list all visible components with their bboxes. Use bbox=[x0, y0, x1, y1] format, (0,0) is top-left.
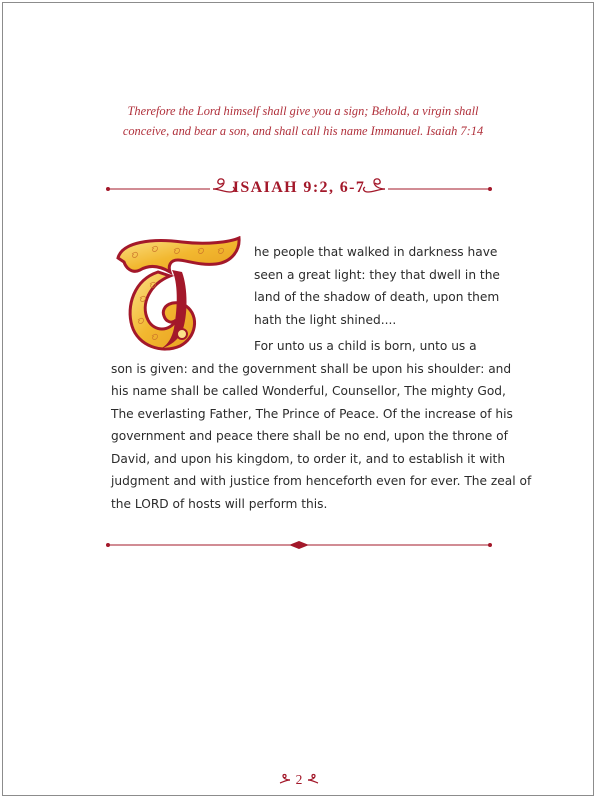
epigraph-line: conceive, and bear a son, and shall call his name Immanuel. Isaiah 7:14 bbox=[122, 124, 484, 138]
text-line: his name shall be called Wonderful, Counsellor, The mighty God, bbox=[111, 384, 506, 398]
bottom-ornament-rule bbox=[0, 538, 598, 552]
text-line: For unto us a child is born, unto us a bbox=[254, 339, 477, 353]
page-number: 2 bbox=[295, 772, 303, 787]
text-line: he people that walked in darkness have bbox=[254, 245, 498, 259]
text-line: judgment and with justice from henceforth even for ever. The zeal of bbox=[111, 474, 532, 488]
section-title: ISAIAH 9:2, 6-7 bbox=[232, 179, 366, 196]
text-line: the LORD of hosts will perform this. bbox=[111, 496, 328, 511]
text-line: hath the light shined.... bbox=[254, 312, 397, 327]
epigraph-quote bbox=[108, 101, 498, 141]
page-number-block bbox=[270, 771, 328, 789]
text-line: David, and upon his kingdom, to order it, and to establish it with bbox=[111, 451, 506, 466]
text-line: son is given: and the government shall be upon his shoulder: and bbox=[111, 361, 512, 376]
center-diamond-icon bbox=[289, 541, 309, 549]
dropcap-letter: T bbox=[112, 236, 113, 237]
text-line: land of the shadow of death, upon them bbox=[254, 290, 500, 304]
paragraph-2 bbox=[111, 335, 531, 515]
text-line: The everlasting Father, The Prince of Peace. Of the increase of his bbox=[111, 406, 513, 421]
text-line: government and peace there shall be no end, upon the throne of bbox=[111, 429, 508, 443]
text-line: seen a great light: they that dwell in the bbox=[254, 267, 500, 282]
paragraph-1 bbox=[254, 241, 500, 331]
epigraph-line: Therefore the Lord himself shall give you a sign; Behold, a virgin shall bbox=[127, 104, 479, 118]
